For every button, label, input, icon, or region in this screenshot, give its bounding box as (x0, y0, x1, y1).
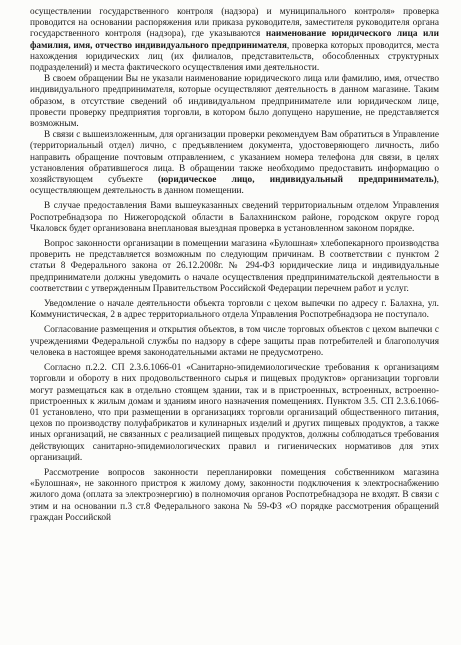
paragraph-inspection-basis (30, 7, 439, 74)
paragraph-missing-info: В своем обращении Вы не указали наименование юридического лица или фамилию, имя, отчество индивидуального предпринимателя, которые осуществляют деятельность в данном магазине. Таким образом, в отсутствие сведений об индивидуальном предпринимателе или юридическом лице, провести проверку предприятия торговли, в котором было допущено нарушение, не представляется возможным. (30, 74, 439, 130)
paragraph-notification: Уведомление о начале деятельности объекта торговли с цехом выпечки по адресу г. Балахна, ул. Коммунистическая, 2 в адрес территориального отдела Управления Роспотребнадзора не поступало. (30, 299, 439, 321)
paragraph-text: , осуществляющем деятельность в данном помещении. (30, 175, 439, 197)
paragraph-inspection-plan: В случае предоставления Вами вышеуказанных сведений территориальным отделом Управления Роспотребнадзора по Нижегородской области в Балахнинском районе, городском округе город Чкаловск будет организована внеплановая выездная проверка в установленном законом порядке. (30, 201, 439, 234)
paragraph-text: осуществлении государственного контроля (надзора) и муниципального контроля» проверка проводится на основании распоряжения или приказа руководителя, заместителя руководителя органа государственного контроля (надзора), где указываются (30, 7, 439, 40)
paragraph-jurisdiction: Рассмотрение вопросов законности перепланировки помещения собственником магазина «Булошная», не законного пристроя к жилому дому, законности подключения к электроснабжению жилого дома (оплата за электроэнергию) в полномочия органов Роспотребнадзора не входят. В связи с этим и на основании п.3 ст.8 Федерального закона № 59-ФЗ «О порядке рассмотрения обращений граждан Российской (30, 467, 439, 523)
paragraph-bakery-legality: Вопрос законности организации в помещении магазина «Булошная» хлебопекарного производства проверить не представляется возможным по следующим причинам. В соответствии с пунктом 2 статьи 8 Федерального закона от 26.12.2008г. № 294-ФЗ юридические лица и индивидуальные предприниматели должны уведомить о начале осуществления предпринимательской деятельности в соответствии с утвержденным Правительством Российской Федерации перечнем работ и услуг. (30, 239, 439, 294)
paragraph-sanitary-rules: Согласно п.2.2. СП 2.3.6.1066-01 «Санитарно-эпидемиологические требования к организациям торговли и обороту в них продовольственного сырья и пищевых продуктов» организации торговли могут размещаться как в отдельно стоящем здании, так и в пристроенных, встроенных, встроенно-пристроенных к жилым домам и зданиям иного назначения помещениях. Пунктом 3.5. СП 2.3.6.1066-01 установлено, что при размещении в организациях торговли организаций общественного питания, цехов по производству полуфабрикатов и кулинарных изделий и других пищевых продуктов, а также иных организаций, не связанных с реализацией пищевых продуктов, должны соблюдаться требования действующих санитарно-эпидемиологических правил и гигиенических нормативов для этих организаций. (30, 363, 439, 463)
paragraph-text: , проверка которых проводится, места нахождения юридических лиц (их филиалов, представительств, обособленных структурных подразделений) и места фактического осуществления ими деятельности. (30, 40, 439, 74)
bold-phrase: (юридическое лицо, индивидуальный предприниматель) (157, 175, 437, 186)
paragraph-approval: Согласование размещения и открытия объектов, в том числе торговых объектов с цехом выпечки с учреждениями Федеральной службы по надзору в сфере защиты прав потребителей и благополучия человека в настоящее время законодательными актами не предусмотрено. (30, 325, 439, 358)
bold-phrase: наименование юридического лица или фамилия, имя, отчество индивидуального предпринимателя (30, 29, 439, 51)
paragraph-text: В связи с вышеизложенным, для организации проверки рекомендуем Вам обратиться в Управление (территориальный отдел) лично, с предъявлением документа, удостоверяющего личность, либо направить обращение почтовым отправлением, с указанием номера телефона для связи, в целях установления обратившегося лица. В обращении также необходимо предоставить информацию о хозяйствующем субъекте (30, 130, 439, 186)
paragraph-recommendation (30, 130, 439, 197)
document-body (30, 7, 439, 524)
